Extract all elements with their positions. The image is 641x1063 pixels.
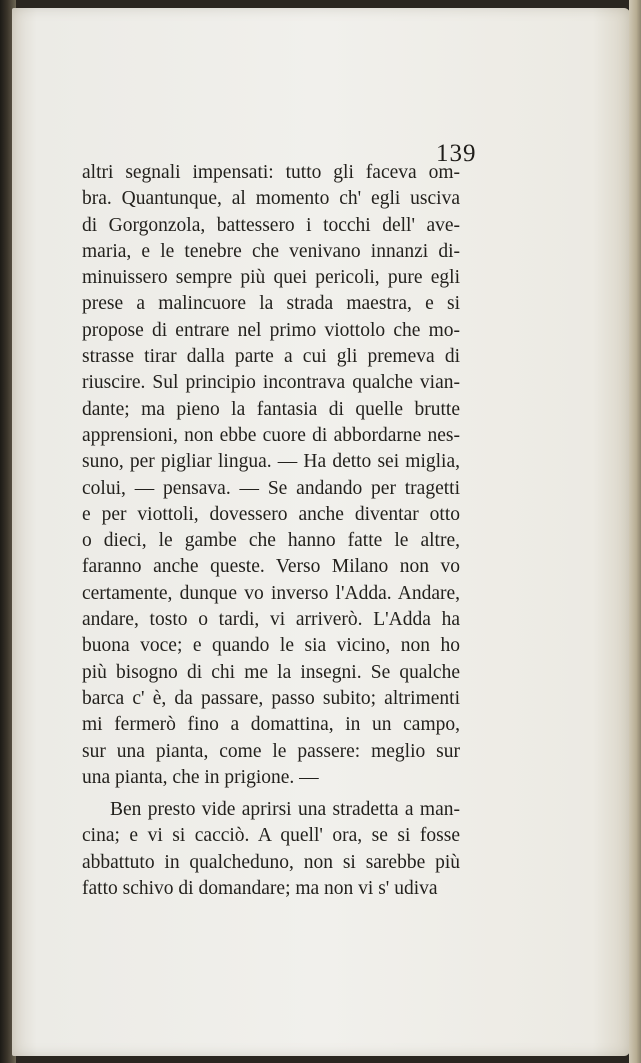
paragraph [82, 797, 460, 902]
text-line: dante; ma pieno la fantasia di quelle brutte [82, 398, 460, 420]
text-line: apprensioni, non ebbe cuore di abbordarne nes- [82, 424, 460, 446]
text-line: suno, per pigliar lingua. — Ha detto sei miglia, [82, 451, 460, 473]
text-line: faranno anche queste. Verso Milano non vo [82, 556, 460, 578]
text-line: di Gorgonzola, battessero i tocchi dell' ave- [82, 214, 460, 236]
text-line: e per viottoli, dovessero anche diventar otto [82, 503, 460, 525]
text-line: altri segnali impensati: tutto gli faceva om- [82, 162, 460, 183]
text-line: riuscire. Sul principio incontrava qualche vian- [82, 372, 460, 394]
paragraph [82, 160, 460, 791]
text-line: prese a malincuore la strada maestra, e si [82, 293, 460, 315]
text-line: andare, tosto o tardi, vi arriverò. L'Adda ha [82, 609, 460, 631]
text-line: minuissero sempre più quei pericoli, pure egli [82, 267, 460, 289]
page-edge [629, 0, 641, 1063]
text-line: Ben presto vide aprirsi una stradetta a man- [110, 799, 460, 821]
text-line: certamente, dunque vo inverso l'Adda. Andare, [82, 582, 460, 604]
text-line: bra. Quantunque, al momento ch' egli usciva [82, 188, 460, 210]
text-line: buona voce; e quando le sia vicino, non ho [82, 635, 460, 657]
text-line: una pianta, che in prigione. — [82, 766, 319, 788]
text-line: cina; e vi si cacciò. A quell' ora, se si fosse [82, 825, 460, 847]
text-line: mi fermerò fino a domattina, in un campo, [82, 714, 460, 736]
text-line: propose di entrare nel primo viottolo che mo- [82, 319, 460, 341]
text-line: fatto schivo di domandare; ma non vi s' udiva [82, 878, 438, 900]
text-line: barca c' è, da passare, passo subito; altrimenti [82, 687, 460, 709]
text-line: maria, e le tenebre che venivano innanzi di- [82, 240, 460, 262]
text-line: strasse tirar dalla parte a cui gli premeva di [82, 346, 460, 368]
text-line: abbattuto in qualcheduno, non si sarebbe più [82, 851, 460, 873]
text-line: sur una pianta, come le passere: meglio sur [82, 740, 460, 762]
text-line: più bisogno di chi me la insegni. Se qualche [82, 661, 460, 683]
body-text [82, 160, 460, 902]
text-line: o dieci, le gambe che hanno fatte le altre, [82, 530, 460, 552]
text-line: colui, — pensava. — Se andando per tragetti [82, 477, 460, 499]
page-number: 139 [436, 140, 477, 167]
paragraphs [82, 160, 460, 902]
